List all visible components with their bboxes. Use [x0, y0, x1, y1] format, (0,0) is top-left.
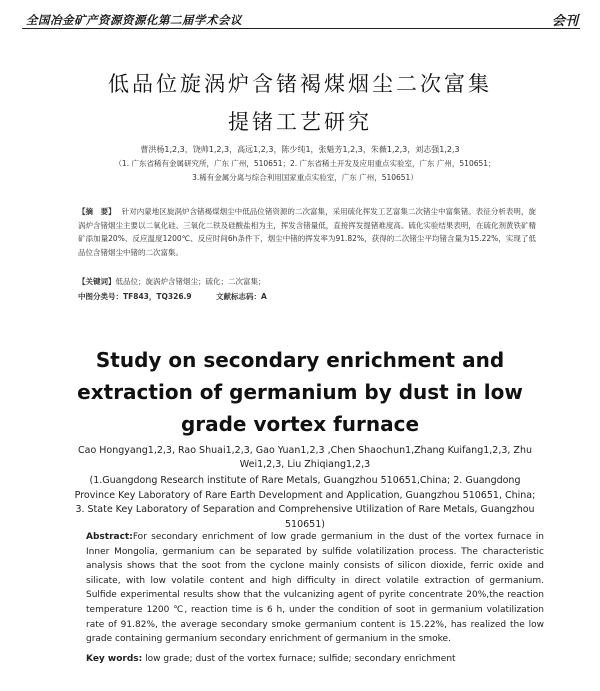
cn-abstract-text: 针对内蒙地区旋涡炉含锗褐煤烟尘中低品位锗资源的二次富集，采用硫化挥发工艺富集二次锗尘中富集锗。表征分析表明，旋涡炉含锗烟尘主要以二氧化硅、三氧化二铁及硅酸盐相为主，挥发含锗量低，直接挥发提锗难度高。硫化实验结果表明，在硫化剂黄铁矿精矿添加量20%、反应温度1200℃、反应时间6h条件下，烟尘中锗的挥发率为91.82%，获得的二次锗尘平均锗含量为15.22%，实现了低品位含锗烟尘中锗的二次富集。: [78, 207, 536, 257]
en-keywords-text: low grade; dust of the vortex furnace; sulfide; secondary enrichment: [145, 654, 456, 664]
en-title-line-2: extraction of germanium by dust in low: [77, 380, 523, 404]
cn-title-line-2: 提锗工艺研究: [228, 110, 372, 134]
en-affiliation: (1.Guangdong Research institute of Rare Metals, Guangzhou 510651,China; 2. Guangdong Province Key Laboratory of Rare Earth Development and Application, Guangzhou 510651, China; 3. State Key Laboratory of Separation and Comprehensive Utilization of Rare Metals, Guangzhou 510651): [74, 475, 536, 530]
en-abstract-label: Abstract:: [86, 532, 133, 542]
cn-title-line-1: 低品位旋涡炉含锗褐煤烟尘二次富集: [108, 72, 492, 96]
en-author-list: Cao Hongyang1,2,3, Rao Shuai1,2,3, Gao Yuan1,2,3 ,Chen Shaochun1,Zhang Kuifang1,2,3, Zhu Wei1,2,3, Liu Zhiqiang1,2,3: [78, 445, 532, 470]
cn-author-list: 曹洪杨1,2,3，饶帅1,2,3，高远1,2,3，陈少纯1，张魁芳1,2,3，朱薇1,2,3，刘志强1,2,3: [140, 145, 460, 154]
cn-doc-code: 文献标志码：A: [216, 292, 267, 301]
cn-abstract-label: 【摘 要】: [78, 207, 116, 216]
cn-abstract: [78, 205, 536, 259]
cn-cls-number: 中图分类号：TF843，TQ326.9: [78, 292, 192, 301]
cn-classification: [78, 291, 289, 302]
en-title-line-3: grade vortex furnace: [180, 412, 420, 436]
cn-affiliation-line-2: 3.稀有金属分离与综合利用国家重点实验室，广东 广州，510651）: [192, 173, 418, 182]
en-keywords: [86, 654, 544, 664]
en-title-line-1: Study on secondary enrichment and: [95, 348, 505, 372]
header-conference-title: 全国冶金矿产资源资源化第二届学术会议: [26, 13, 242, 27]
en-abstract: [86, 530, 544, 647]
header-divider: [22, 28, 580, 29]
en-abstract-text: For secondary enrichment of low grade germanium in the dust of the vortex furnace in Inner Mongolia, germanium can be separated by sulfide volatilization process. The characteristic analysis shows that the soot from the cyclone mainly consists of silicon dioxide, ferric oxide and silicate, with low volatile content and high difficulty in direct volatile extraction of germanium. Sulfide experimental results show that the vulcanizing agent of pyrite concentrate 20%,the reaction temperature 1200 ℃, reaction time is 6 h, under the condition of soot in germanium volatilization rate of 91.82%, the average secondary smoke germanium content is 15.22%, has realized the low grade containing germanium secondary enrichment of germanium in the smoke.: [86, 532, 544, 645]
en-keywords-label: Key words:: [86, 654, 143, 664]
header-proceedings-label: 会刊: [551, 14, 578, 29]
cn-keywords-label: 【关键词】: [78, 277, 116, 286]
running-header: [26, 8, 578, 30]
cn-keywords: [78, 276, 536, 287]
cn-affiliation-line-1: （1. 广东省稀有金属研究所，广东 广州，510651；2. 广东省稀土开发及应用重点实验室，广东 广州，510651；: [114, 159, 496, 168]
cn-keywords-text: 低品位；旋涡炉含锗烟尘；硫化；二次富集；: [115, 277, 266, 286]
